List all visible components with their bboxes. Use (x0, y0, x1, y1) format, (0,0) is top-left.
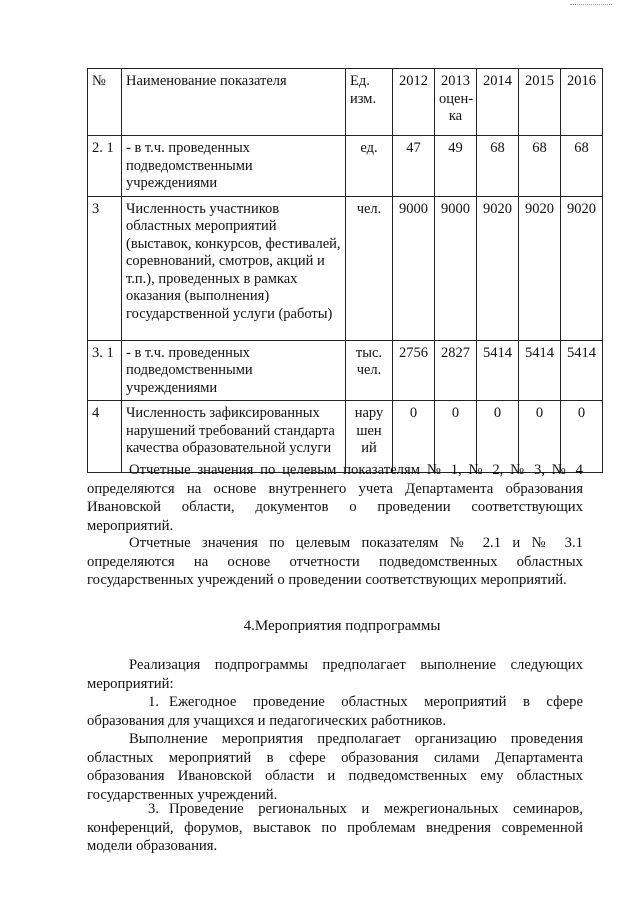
row-value: 0 (435, 401, 477, 473)
row-unit: тыс. чел. (346, 340, 393, 401)
header-number: № (88, 69, 122, 136)
row-name: Численность участников областных мероприятий (выставок, конкурсов, фестивалей, соревнований, смотров, акций и т.п.), проведенных в рамках оказания (выполнения) государственной услуги (работы) (122, 196, 346, 340)
row-value: 0 (561, 401, 603, 473)
list-item-text: Проведение региональных и межрегиональных семинаров, конференций, форумов, выставок по проблемам внедрения современной модели образования. (87, 801, 583, 855)
table-header-row (88, 69, 603, 136)
note-paragraph-2: Отчетные значения по целевым показателям № 2.1 и № 3.1 определяются на основе отчетности подведомственных областных государственных учреждений о проведении соответствующих мероприятий. (87, 535, 583, 589)
list-item-number: 1. (147, 694, 159, 710)
list-item-1 (87, 693, 583, 730)
list-item-3 (87, 800, 583, 856)
row-value: 47 (393, 136, 435, 197)
row-value: 9000 (393, 196, 435, 340)
row-value: 68 (477, 136, 519, 197)
row-value: 0 (519, 401, 561, 473)
row-unit: ед. (346, 136, 393, 197)
note-paragraph-1: Отчетные значения по целевым показателям № 1, № 2, № 3, № 4 определяются на основе внутреннего учета Департамента образования Ивановской области, документов о проведении соответствующих мероприятий. (87, 462, 583, 534)
row-value: 9000 (435, 196, 477, 340)
row-value: 0 (393, 401, 435, 473)
section-intro: Реализация подпрограммы предполагает выполнение следующих мероприятий: (87, 657, 583, 692)
row-value: 9020 (477, 196, 519, 340)
table-row (88, 136, 603, 197)
row-value: 5414 (561, 340, 603, 401)
row-name: Численность зафиксированных нарушений требований стандарта качества образовательной услуги (122, 401, 346, 473)
row-unit: нару шен ий (346, 401, 393, 473)
row-value: 5414 (519, 340, 561, 401)
list-item-text: Ежегодное проведение областных мероприятий в сфере образования для учащихся и педагогических работников. (87, 694, 583, 729)
row-value: 49 (435, 136, 477, 197)
row-number: 3 (88, 196, 122, 340)
row-value: 68 (519, 136, 561, 197)
list-item-number: 3. (147, 801, 159, 817)
header-year: 2014 (477, 69, 519, 136)
table-row (88, 196, 603, 340)
row-unit: чел. (346, 196, 393, 340)
row-value: 2827 (435, 340, 477, 401)
row-number: 3. 1 (88, 340, 122, 401)
section-title: 4.Мероприятия подпрограммы (243, 618, 441, 634)
row-value: 2756 (393, 340, 435, 401)
row-value: 0 (477, 401, 519, 473)
item-1-detail: Выполнение мероприятия предполагает организацию проведения областных мероприятий в сфере образования силами Департамента образования Ивановской области и подведомственных ему областных государственных учреждений. (87, 731, 583, 803)
header-year: 2013 оцен-ка (435, 69, 477, 136)
header-year: 2012 (393, 69, 435, 136)
indicators-table (87, 68, 603, 473)
table-row (88, 340, 603, 401)
row-value: 68 (561, 136, 603, 197)
row-value: 9020 (561, 196, 603, 340)
header-year: 2015 (519, 69, 561, 136)
scan-mark (570, 4, 612, 11)
row-value: 5414 (477, 340, 519, 401)
header-year: 2016 (561, 69, 603, 136)
row-value: 9020 (519, 196, 561, 340)
row-name: - в т.ч. проведенных подведомственными учреждениями (122, 136, 346, 197)
row-number: 2. 1 (88, 136, 122, 197)
row-name: - в т.ч. проведенных подведомственными учреждениями (122, 340, 346, 401)
row-number: 4 (88, 401, 122, 473)
header-name: Наименование показателя (122, 69, 346, 136)
header-unit: Ед. изм. (346, 69, 393, 136)
